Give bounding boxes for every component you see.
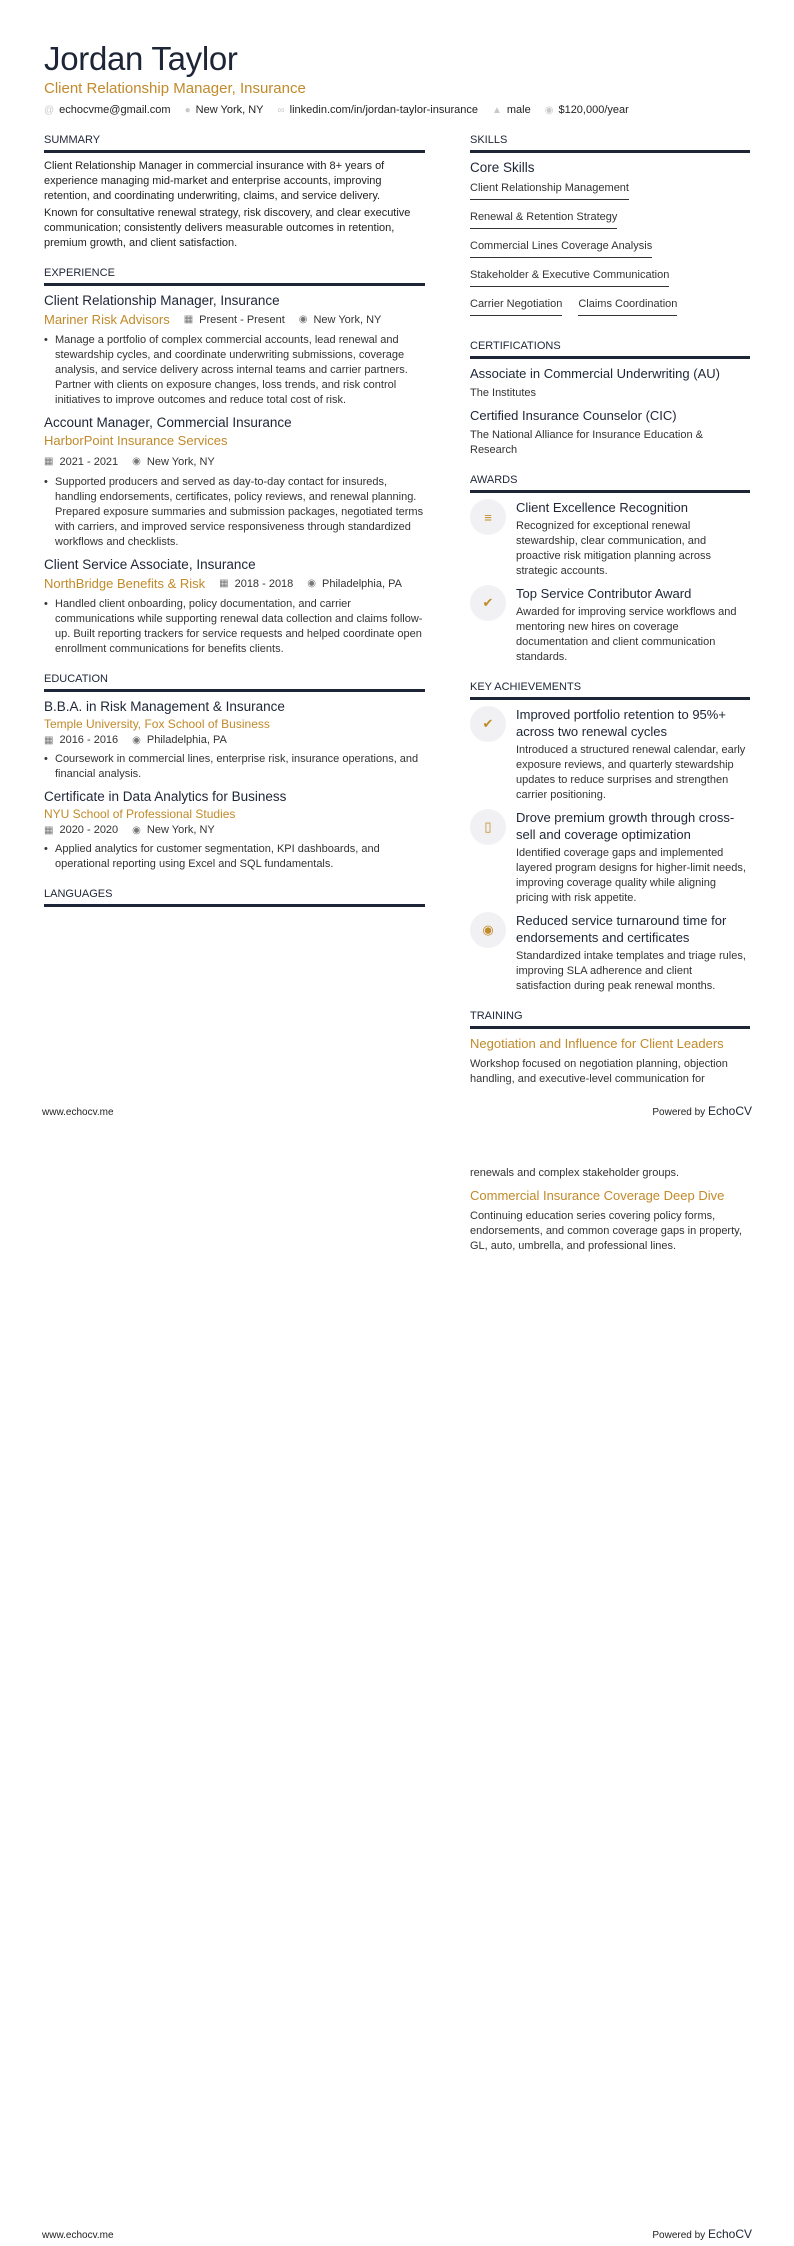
candidate-name: Jordan Taylor — [44, 40, 238, 77]
right-column — [470, 134, 750, 1085]
page-footer — [42, 1104, 752, 1118]
contact-list — [44, 104, 754, 116]
location-icon: ◉ — [132, 825, 141, 836]
award-title: Top Service Contributor Award — [516, 586, 692, 601]
brand-logo: EchoCV — [707, 2227, 752, 2241]
summary-section — [44, 134, 425, 251]
training-title: Commercial Insurance Coverage Deep Dive — [470, 1188, 725, 1203]
footer-powered — [652, 1104, 752, 1118]
degree: Certificate in Data Analytics for Business — [44, 789, 287, 804]
school-name: NYU School of Professional Studies — [44, 807, 236, 821]
awards-section — [470, 474, 750, 665]
powered-by-text: Powered by — [652, 2230, 706, 2241]
invoice-icon: ▯ — [470, 809, 506, 845]
skill-tag: Stakeholder & Executive Communication — [470, 266, 669, 287]
languages-section — [44, 888, 425, 907]
summary-paragraph: Client Relationship Manager in commercial insurance with 8+ years of experience managing mid-market and enterprise accounts, improving retention, and coordinating underwriting, claims, and service delivery. — [44, 160, 385, 202]
edu-dates: 2016 - 2016 — [59, 734, 119, 746]
check-badge-icon: ✔ — [470, 585, 506, 621]
list-icon: ≡ — [470, 499, 506, 535]
education-item — [44, 788, 425, 872]
contact-text: echocvme@gmail.com — [59, 104, 171, 116]
award-title: Client Excellence Recognition — [516, 500, 688, 515]
job-location: New York, NY — [313, 314, 382, 326]
skill-tag: Claims Coordination — [578, 295, 677, 316]
contact-text: linkedin.com/in/jordan-taylor-insurance — [289, 104, 478, 116]
candidate-title: Client Relationship Manager, Insurance — [44, 80, 306, 97]
at-icon: @ — [44, 104, 55, 116]
school-name: Temple University, Fox School of Business — [44, 717, 270, 731]
powered-by-text: Powered by — [652, 1107, 706, 1118]
brand-logo: EchoCV — [707, 1104, 752, 1118]
location-icon: ◉ — [307, 578, 317, 589]
section-heading: LANGUAGES — [44, 888, 425, 907]
contact-text: $120,000/year — [558, 104, 629, 116]
left-column — [44, 134, 425, 900]
job-bullet: • Supported producers and served as day-to-day contact for insureds, handling endorsements, certificates, policy reviews, and renewal planning. Prepared exposure summaries and submission packages, negotiated terms with carriers, and improved service responsiveness through standardized workflows and checklists. — [44, 475, 425, 550]
experience-section — [44, 267, 425, 657]
achievement-desc: Standardized intake templates and triage rules, improving SLA adherence and client satisfaction during peak renewal months. — [516, 950, 746, 992]
experience-item — [44, 556, 425, 657]
contact-gender — [492, 104, 531, 116]
skill-tag: Commercial Lines Coverage Analysis — [470, 237, 652, 258]
job-bullet: • Handled client onboarding, policy documentation, and carrier communications while supporting renewal data collection and claims follow-up. Built reporting trackers for service requests and helped coordinate open enrollment communications for benefits clients. — [44, 597, 425, 657]
achievements-section — [470, 681, 750, 994]
skill-list — [470, 179, 750, 324]
summary-paragraph: Known for consultative renewal strategy, risk discovery, and clear executive communication; consistently delivers measurable outcomes in retention, premium growth, and client satisfaction. — [44, 207, 411, 249]
contact-text: New York, NY — [195, 104, 264, 116]
contact-text: male — [506, 104, 531, 116]
section-heading: EDUCATION — [44, 673, 425, 692]
edu-location: Philadelphia, PA — [146, 734, 227, 746]
skills-section — [470, 134, 750, 324]
page-footer — [42, 2227, 752, 2241]
section-heading: CERTIFICATIONS — [470, 340, 750, 359]
footer-website[interactable]: www.echocv.me — [42, 2230, 114, 2241]
achievement-item — [470, 809, 750, 906]
achievement-desc: Identified coverage gaps and implemented layered program designs for higher-limit needs, improving coverage quality while aligning pricing with risk appetite. — [516, 847, 746, 904]
resume-page-2 — [0, 1123, 794, 2246]
company-name: NorthBridge Benefits & Risk — [44, 576, 206, 591]
user-icon: ▲ — [491, 104, 502, 116]
section-heading: KEY ACHIEVEMENTS — [470, 681, 750, 700]
training-desc: Workshop focused on negotiation planning, objection handling, and executive-level communication for — [470, 1058, 728, 1085]
calendar-icon: ▦ — [44, 456, 54, 467]
training-title: Negotiation and Influence for Client Leaders — [470, 1036, 724, 1051]
job-title: Client Relationship Manager, Insurance — [44, 293, 280, 308]
training-desc: renewals and complex stakeholder groups. — [470, 1167, 680, 1179]
certifications-section — [470, 340, 750, 458]
job-dates: Present - Present — [199, 314, 285, 326]
achievement-title: Improved portfolio retention to 95%+ across two renewal cycles — [516, 707, 726, 739]
cert-title: Certified Insurance Counselor (CIC) — [470, 408, 677, 423]
achievement-desc: Introduced a structured renewal calendar, early exposure reviews, and quarterly stewardship updates to reduce surprises and strengthen carrier positioning. — [516, 744, 746, 801]
skill-tag: Client Relationship Management — [470, 179, 629, 200]
job-title: Client Service Associate, Insurance — [44, 557, 256, 572]
section-heading: SUMMARY — [44, 134, 425, 153]
section-heading: EXPERIENCE — [44, 267, 425, 286]
experience-item — [44, 414, 425, 550]
job-dates: 2021 - 2021 — [59, 456, 119, 468]
degree: B.B.A. in Risk Management & Insurance — [44, 699, 285, 714]
contact-email[interactable] — [44, 104, 171, 116]
footer-website[interactable]: www.echocv.me — [42, 1107, 114, 1118]
cert-issuer: The National Alliance for Insurance Education & Research — [470, 429, 703, 456]
skill-group-title: Core Skills — [470, 160, 535, 175]
contact-salary — [545, 104, 629, 116]
job-title: Account Manager, Commercial Insurance — [44, 415, 292, 430]
contact-linkedin[interactable] — [278, 104, 478, 116]
training-section — [470, 1010, 750, 1087]
achievement-item — [470, 706, 750, 803]
job-location: New York, NY — [146, 456, 215, 468]
right-column-continued — [470, 1163, 750, 1283]
skill-tag: Renewal & Retention Strategy — [470, 208, 617, 229]
achievement-item — [470, 912, 750, 994]
edu-dates: 2020 - 2020 — [59, 824, 119, 836]
company-name: HarborPoint Insurance Services — [44, 433, 228, 448]
check-badge-icon: ✔ — [470, 706, 506, 742]
cert-issuer: The Institutes — [470, 387, 537, 399]
achievement-title: Drove premium growth through cross-sell and coverage optimization — [516, 810, 735, 842]
camera-icon: ◉ — [470, 912, 506, 948]
award-item — [470, 499, 750, 579]
job-dates: 2018 - 2018 — [234, 578, 294, 590]
edu-bullet: • Coursework in commercial lines, enterprise risk, insurance operations, and financial analysis. — [44, 752, 425, 782]
link-icon: ∞ — [277, 104, 285, 116]
resume-header — [44, 40, 754, 116]
calendar-icon: ▦ — [44, 825, 54, 836]
award-desc: Awarded for improving service workflows and mentoring new hires on coverage documentation and client communication standards. — [516, 606, 737, 663]
education-item — [44, 698, 425, 782]
money-icon: ◉ — [544, 104, 554, 116]
skill-tag: Carrier Negotiation — [470, 295, 562, 316]
contact-location — [185, 104, 264, 116]
education-section — [44, 673, 425, 872]
edu-location: New York, NY — [146, 824, 215, 836]
experience-item — [44, 292, 425, 408]
job-bullet: • Manage a portfolio of complex commercial accounts, lead renewal and stewardship cycles, and coordinate underwriting submissions, coverage analysis, and service delivery across internal teams and carrier partners. Partner with clients on exposure changes, loss trends, and risk control initiatives to improve outcomes and reduce total cost of risk. — [44, 333, 425, 408]
section-heading: AWARDS — [470, 474, 750, 493]
location-icon: ◉ — [132, 735, 141, 746]
training-desc: Continuing education series covering policy forms, endorsements, and common coverage gaps in property, GL, auto, umbrella, and professional lines. — [470, 1210, 742, 1252]
company-name: Mariner Risk Advisors — [44, 312, 170, 327]
edu-bullet: • Applied analytics for customer segmentation, KPI dashboards, and operational reporting using Excel and SQL fundamentals. — [44, 842, 425, 872]
location-icon: ◉ — [298, 314, 308, 325]
calendar-icon: ▦ — [219, 578, 229, 589]
calendar-icon: ▦ — [183, 314, 194, 325]
location-icon: ● — [184, 104, 191, 116]
award-item — [470, 585, 750, 665]
cert-title: Associate in Commercial Underwriting (AU) — [470, 366, 720, 381]
calendar-icon: ▦ — [44, 735, 54, 746]
section-heading: SKILLS — [470, 134, 750, 153]
location-icon: ◉ — [132, 456, 141, 467]
job-location: Philadelphia, PA — [322, 578, 402, 590]
section-heading: TRAINING — [470, 1010, 750, 1029]
achievement-title: Reduced service turnaround time for endorsements and certificates — [516, 913, 727, 945]
footer-powered — [652, 2227, 752, 2241]
award-desc: Recognized for exceptional renewal stewardship, clear communication, and proactive risk mitigation planning across strategic accounts. — [516, 520, 712, 577]
